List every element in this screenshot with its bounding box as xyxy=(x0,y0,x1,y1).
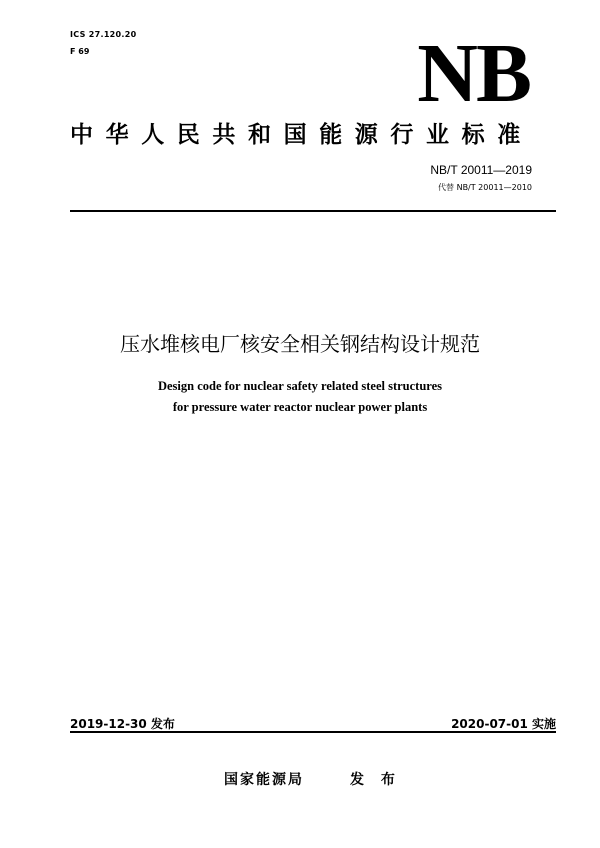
standard-number: NB/T 20011—2019 xyxy=(430,163,532,177)
english-title-line-1: Design code for nuclear safety related steel structures xyxy=(157,379,443,393)
nb-logo: NB xyxy=(417,27,530,120)
top-divider xyxy=(70,210,556,212)
english-title-line-2: for pressure water reactor nuclear power plants xyxy=(172,400,428,414)
issuer-name: 国家能源局 xyxy=(224,772,304,788)
chinese-title: 压水堆核电厂核安全相关钢结构设计规范 xyxy=(120,332,480,356)
english-title xyxy=(0,376,600,418)
ics-code: ICS 27.120.20 xyxy=(70,30,137,39)
implementation-date: 2020-07-01 实施 xyxy=(451,717,556,731)
issue-verb: 发 布 xyxy=(350,772,401,788)
bottom-divider xyxy=(70,731,556,733)
issue-date: 2019-12-30 发布 xyxy=(70,717,175,731)
organization-title: 中华人民共和国能源行业标准 xyxy=(70,122,533,148)
replaces-standard: 代替 NB/T 20011—2010 xyxy=(438,183,532,192)
ccs-code: F 69 xyxy=(70,47,90,56)
